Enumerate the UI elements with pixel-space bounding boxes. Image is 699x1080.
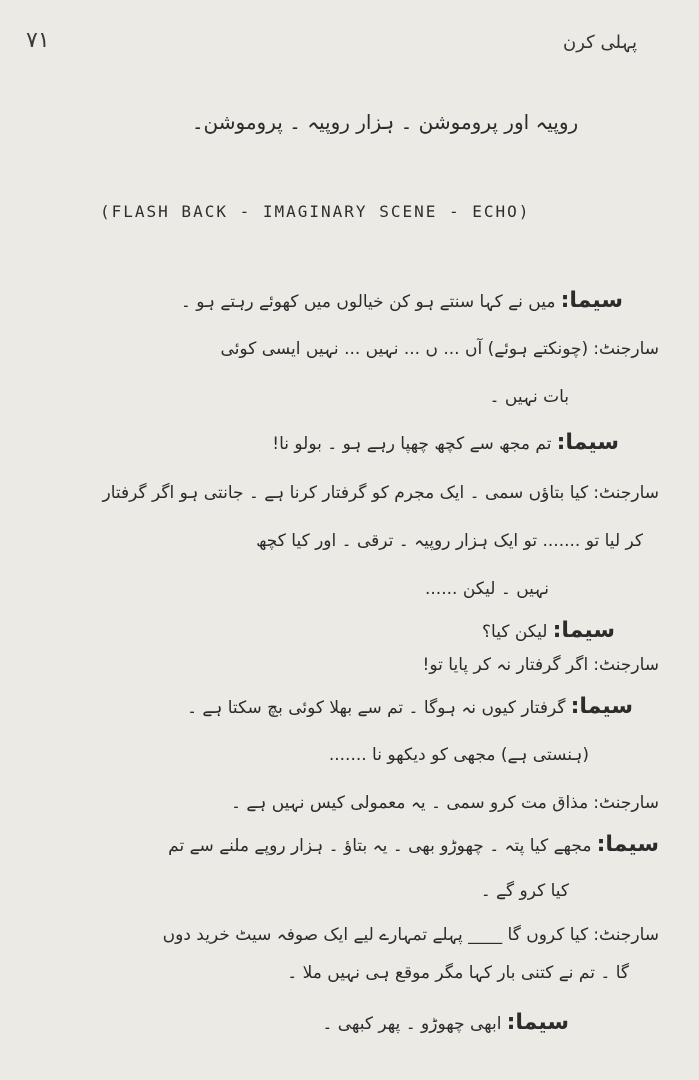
dialogue-text: نہیں ۔ لیکن ...... [425,579,549,599]
dialogue-line [256,530,643,551]
dialogue-text: لیکن کیا؟ [482,622,548,642]
dialogue-line [481,880,569,901]
dialogue-text: مذاق مت کرو سمی ۔ یہ معمولی کیس نہیں ہے ۔ [231,793,589,813]
dialogue-line [322,1010,569,1035]
dialogue-line [231,792,659,813]
dialogue-text: اگر گرفتار نہ کر پایا تو! [422,655,589,675]
speaker-label: سارجنٹ: [593,655,659,675]
speaker-label: سارجنٹ: [593,925,659,945]
flashback-direction: (FLASH BACK - IMAGINARY SCENE - ECHO) [100,202,531,221]
speaker-label: سارجنٹ: [593,483,659,503]
dialogue-line [221,338,659,359]
dialogue-line [272,430,619,455]
speaker-label: سارجنٹ: [593,793,659,813]
dialogue-line [163,924,659,945]
dialogue-line [490,386,569,407]
dialogue-text: تم مجھ سے کچھ چھپا رہے ہو ۔ بولو نا! [272,434,552,454]
dialogue-text: گرفتار کیوں نہ ہوگا ۔ تم سے بھلا کوئی بچ سکتا ہے ۔ [187,698,566,718]
speaker-label: سارجنٹ: [593,339,659,359]
speaker-label: سیما: [506,1010,569,1035]
dialogue-text: کیا کروں گا ____ پہلے تمہارے لیے ایک صوفہ سیٹ خرید دوں [162,925,589,945]
dialogue-line [425,578,549,599]
dialogue-text: میں نے کہا سنتے ہو کن خیالوں میں کھوئے رہتے ہو ۔ [180,292,556,312]
dialogue-text: کیا کرو گے ۔ [480,881,569,901]
dialogue-line [181,288,623,313]
dialogue-text: کر لیا تو ....... تو ایک ہزار روپیہ ۔ ترقی ۔ اور کیا کچھ [256,531,643,551]
dialogue-text: گا ۔ تم نے کتنی بار کہا مگر موقع ہی نہیں ملا ۔ [287,963,629,983]
speaker-label: سیما: [596,832,659,857]
dialogue-text: (ہنستی ہے) مجھی کو دیکھو نا ....... [328,745,589,765]
scene-heading: روپیہ اور پروموشن ۔ ہزار روپیہ ۔ پروموشن۔ [191,110,579,134]
dialogue-line [423,654,659,675]
dialogue-text: بات نہیں ۔ [489,387,569,407]
page-number: ۷۱ [26,28,50,53]
dialogue-text: ابھی چھوڑو ۔ پھر کبھی ۔ [322,1014,502,1034]
dialogue-text: (چونکتے ہوئے) آں ... ں ... نہیں ... نہیں ایسی کوئی [220,339,589,359]
running-head: پہلی کرن [563,32,637,53]
speaker-label: سیما: [552,618,615,643]
dialogue-line [329,744,589,765]
dialogue-line [103,482,659,503]
dialogue-text: مجھے کیا پتہ ۔ چھوڑو بھی ۔ یہ بتاؤ ۔ ہزار روپے ملنے سے تم [168,836,592,856]
speaker-label: سیما: [556,430,619,455]
dialogue-text: کیا بتاؤں سمی ۔ ایک مجرم کو گرفتار کرنا ہے ۔ جانتی ہو اگر گرفتار [102,483,589,503]
dialogue-line [482,618,615,643]
dialogue-line [168,832,659,857]
dialogue-line [287,962,629,983]
speaker-label: سیما: [570,694,633,719]
speaker-label: سیما: [560,288,623,313]
dialogue-line [187,694,633,719]
